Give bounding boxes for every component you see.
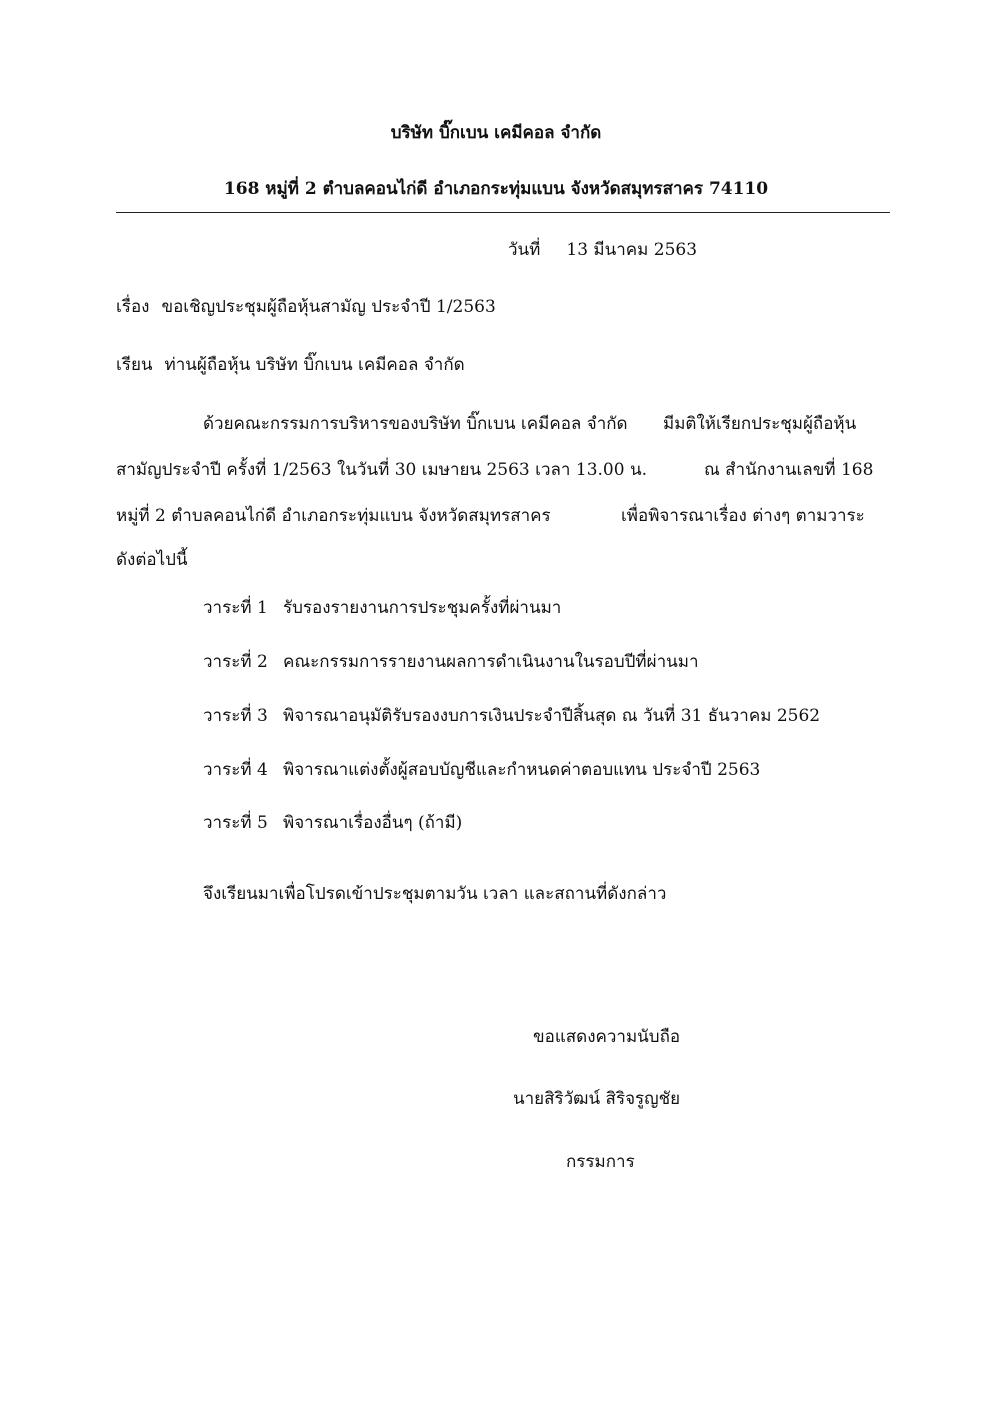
recipient-label: เรียน	[116, 355, 153, 375]
recipient-text: ท่านผู้ถือหุ้น บริษัท บิ๊กเบน เคมีคอล จำกัด	[164, 355, 465, 375]
letterhead-divider	[116, 212, 890, 213]
subject-line	[116, 296, 496, 318]
agenda-text: พิจารณาเรื่องอื่นๆ (ถ้ามี)	[283, 813, 463, 833]
body-line-1a: ด้วยคณะกรรมการบริหารของบริษัท บิ๊กเบน เคมีคอล จำกัด	[203, 414, 628, 434]
agenda-label: วาระที่ 3	[203, 706, 268, 726]
agenda-label: วาระที่ 4	[203, 760, 268, 780]
body-line-2b: ณ สำนักงานเลขที่ 168	[704, 460, 874, 480]
subject-label: เรื่อง	[116, 297, 150, 317]
company-name: บริษัท บิ๊กเบน เคมีคอล จำกัด	[390, 123, 602, 143]
agenda-item	[203, 759, 760, 781]
signature-regards: ขอแสดงความนับถือ	[533, 1027, 681, 1047]
agenda-label: วาระที่ 1	[203, 598, 268, 618]
body-line-2a: สามัญประจำปี ครั้งที่ 1/2563 ในวันที่ 30 เมษายน 2563 เวลา 13.00 น.	[116, 460, 647, 480]
agenda-text: รับรองรายงานการประชุมครั้งที่ผ่านมา	[283, 598, 562, 618]
agenda-item	[203, 705, 820, 727]
recipient-line	[116, 354, 465, 376]
body-line-1b: มีมติให้เรียกประชุมผู้ถือหุ้น	[663, 414, 857, 434]
agenda-item	[203, 651, 699, 673]
signature-name: นายสิริวัฒน์ สิริจรูญชัย	[513, 1089, 681, 1109]
company-address: 168 หมู่ที่ 2 ตำบลคอนไก่ดี อำเภอกระทุ่มแบน จังหวัดสมุทรสาคร 74110	[223, 179, 769, 199]
date-label: วันที่	[508, 240, 541, 260]
subject-text: ขอเชิญประชุมผู้ถือหุ้นสามัญ ประจำปี 1/2563	[161, 297, 496, 317]
body-line-3b: เพื่อพิจารณาเรื่อง ต่างๆ ตามวาระ	[621, 506, 865, 526]
body-line-4: ดังต่อไปนี้	[116, 550, 188, 570]
agenda-item	[203, 597, 561, 619]
agenda-text: พิจารณาแต่งตั้งผู้สอบบัญชีและกำหนดค่าตอบแทน ประจำปี 2563	[283, 760, 761, 780]
closing-line: จึงเรียนมาเพื่อโปรดเข้าประชุมตามวัน เวลา และสถานที่ดังกล่าว	[203, 884, 667, 904]
agenda-label: วาระที่ 5	[203, 813, 268, 833]
agenda-label: วาระที่ 2	[203, 652, 268, 672]
date-line	[508, 239, 697, 261]
agenda-text: คณะกรรมการรายงานผลการดำเนินงานในรอบปีที่ผ่านมา	[283, 652, 699, 672]
date-value: 13 มีนาคม 2563	[566, 240, 698, 260]
body-line-3a: หมู่ที่ 2 ตำบลคอนไก่ดี อำเภอกระทุ่มแบน จังหวัดสมุทรสาคร	[116, 506, 551, 526]
agenda-text: พิจารณาอนุมัติรับรองงบการเงินประจำปีสิ้นสุด ณ วันที่ 31 ธันวาคม 2562	[283, 706, 821, 726]
agenda-item	[203, 812, 462, 834]
signature-title: กรรมการ	[566, 1152, 635, 1172]
